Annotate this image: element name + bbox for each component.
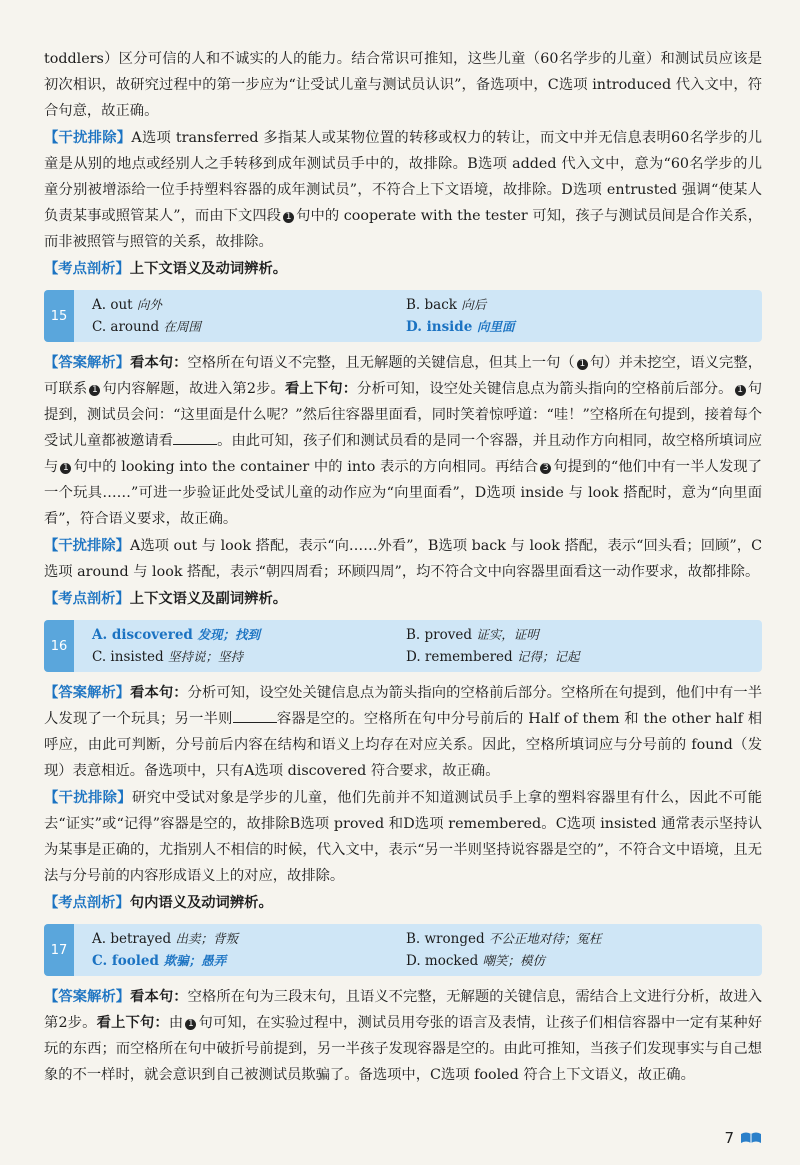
question-number: 16 [44, 620, 74, 672]
section-tag: 【答案解析】 [44, 685, 131, 701]
sentence-number-badge: 1 [283, 212, 294, 223]
paragraph-q15-distractor: 【干扰排除】A选项 out 与 look 搭配，表示“向……外看”，B选项 back 与 look 搭配，表示“回头看；回顾”，C选项 around 与 look 搭配，表示“朝四周看；环顾四周”，均不符合文中向容器里面看这一动作要求，故都排除。 [44, 538, 763, 580]
option-a: A. betrayed 出卖；背叛 [92, 931, 238, 947]
option-a-correct: A. discovered 发现；找到 [92, 627, 261, 643]
section-tag: 【考点剖析】 [44, 261, 130, 277]
options-box-q15 [44, 290, 762, 342]
paragraph-q17-answer: 【答案解析】看本句：空格所在句为三段末句，且语义不完整，无解题的关键信息，需结合上文进行分析，故进入第2步。看上下句：由 1 句可知，在实验过程中，测试员用夸张的语言及表情，让孩子们相信容器中一定有某种好玩的东西；而空格所在句中破折号前提到，另一半孩子发现容器是空的。由此可推知，当孩子们发现事实与自己想象的不一样时，就会意识到自己被测试员欺骗了。备选项中，C选项 fooled 符合上下文语义，故正确。 [44, 989, 763, 1083]
option-d: D. remembered 记得；记起 [406, 649, 580, 665]
section-tag: 【干扰排除】 [44, 790, 132, 806]
sentence-number-badge: 1 [60, 463, 71, 474]
section-tag: 【考点剖析】 [44, 895, 130, 911]
sentence-number-badge: 3 [540, 463, 551, 474]
paragraph-q15-analysis: 【考点剖析】上下文语义及副词辨析。 [44, 591, 288, 607]
sentence-number-badge: 1 [577, 359, 588, 370]
section-tag: 【考点剖析】 [44, 591, 130, 607]
section-tag: 【答案解析】 [44, 989, 131, 1005]
paragraph-q16-analysis: 【考点剖析】句内语义及动词辨析。 [44, 895, 273, 911]
section-tag: 【干扰排除】 [44, 130, 132, 146]
paragraph-q14-analysis [44, 256, 762, 282]
option-b: B. back 向后 [406, 297, 487, 313]
paragraph-text: 上下文语义及动词辨析。 [129, 261, 288, 277]
question-number: 17 [44, 924, 74, 976]
paragraph-q14-answer-end: toddlers）区分可信的人和不诚实的人的能力。结合常识可推知，这些儿童（60名学步的儿童）和测试员应该是初次相识，故研究过程中的第一步应为“让受试儿童与测试员认识”，备选项中，C选项 introduced 代入文中，符合句意，故正确。 [44, 51, 762, 119]
blank-line [173, 429, 217, 445]
paragraph-text: A选项 transferred 多指某人或某物位置的转移或权力的转让，而文中并无信息表明60名学步的儿童是从别的地点或经别人之手转移到成年测试员手中的，故排除。B选项 added 代入文中，意为“60名学步的儿童分别被增添给一位手持塑料容器的成年测试员”，不符合上下文语境，故排除。D选项 entrusted 强调“使某人负责某事或照管某人”，而由下文四段 [44, 130, 762, 224]
option-d: D. mocked 嘲笑；模仿 [406, 953, 546, 969]
option-c: C. around 在周围 [92, 319, 201, 335]
paragraph-text: 句中的 cooperate with the tester 可知，孩子与测试员间是合作关系，而非被照管与照管的关系，故排除。 [44, 208, 762, 250]
option-d-correct: D. inside 向里面 [406, 319, 515, 335]
blank-line [233, 707, 277, 723]
book-icon [740, 1131, 762, 1145]
option-b: B. wronged 不公正地对待；冤枉 [406, 931, 602, 947]
sentence-number-badge: 1 [185, 1019, 196, 1030]
paragraph-q15-answer: 【答案解析】看本句：空格所在句语义不完整，且无解题的关键信息，但其上一句（ 1 句）并未挖空，语义完整，可联系 1 句内容解题，故进入第2步。看上下句：分析可知，设空处关键信息点为箭头指向的空格前后部分。 1 句提到，测试员会问：“这里面是什么呢？”然后往容器里面看，同时笑着惊呼道：“哇！”空格所在句提到，接着每个受试儿童都被邀请看 。由此可知，孩子们和测试员看的是同一个容器，并且动作方向相同，故空格所填词应与 1 句中的 looking into the container 中的 into 表示的方向相同。再结合 3 句提到的“他们中有一半人发现了一个玩具……”可进一步验证此处受试儿童的动作应为“向里面看”，D选项 inside 与 look 搭配时，意为“向里面看”，符合语义要求，故正确。 [44, 355, 763, 527]
question-number: 15 [44, 290, 74, 342]
section-tag: 【干扰排除】 [44, 538, 130, 554]
paragraph-q16-answer: 【答案解析】看本句：分析可知，设空处关键信息点为箭头指向的空格前后部分。空格所在句提到，他们中有一半人发现了一个玩具；另一半则 容器是空的。空格所在句中分号前后的 Half of them 和 the other half 相呼应，由此可判断，分号前后内容在结构和语义上均存在对应关系。因此，空格所填词应与分号前的 found（发现）表意相近。备选项中，只有A选项 discovered 符合要求，故正确。 [44, 685, 763, 779]
sentence-number-badge: 1 [735, 385, 746, 396]
sentence-number-badge: 1 [89, 385, 100, 396]
option-b: B. proved 证实，证明 [406, 627, 539, 643]
options-box-q16 [44, 620, 762, 672]
section-tag: 【答案解析】 [44, 355, 131, 371]
paragraph-q16-distractor: 【干扰排除】研究中受试对象是学步的儿童，他们先前并不知道测试员手上拿的塑料容器里有什么，因此不可能去“证实”或“记得”容器是空的，故排除B选项 proved 和D选项 remembered。C选项 insisted 通常表示坚持认为某事是正确的，尤指别人不相信的时候，代入文中，表示“另一半则坚持说容器是空的”，不符合文中语境，且无法与分号前的内容形成语义上的对应，故排除。 [44, 790, 763, 884]
page-number: 7 [724, 1129, 762, 1147]
option-c: C. insisted 坚持说；坚持 [92, 649, 243, 665]
paragraph-q14-distractor [44, 125, 762, 255]
option-c-correct: C. fooled 欺骗；愚弄 [92, 953, 227, 969]
option-a: A. out 向外 [92, 297, 162, 313]
options-box-q17 [44, 924, 762, 976]
